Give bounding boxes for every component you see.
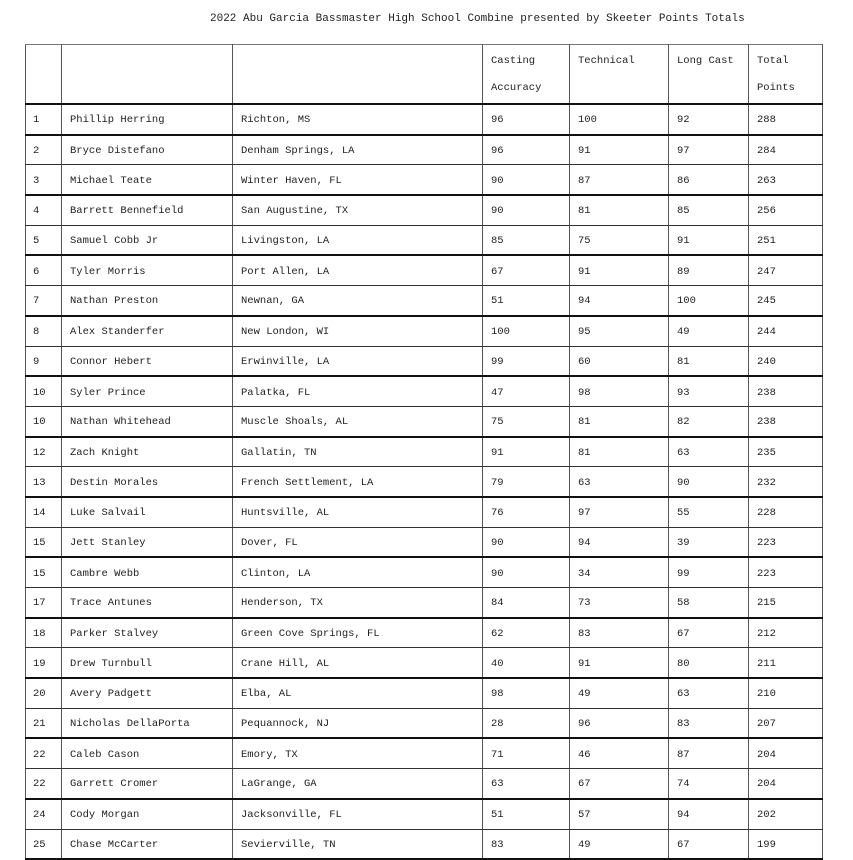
table-header-row bbox=[26, 45, 823, 105]
cell-total-points: 288 bbox=[749, 104, 823, 135]
cell-rank: 3 bbox=[26, 165, 62, 195]
cell-long-cast: 63 bbox=[669, 678, 749, 708]
cell-casting-accuracy: 47 bbox=[483, 376, 570, 406]
cell-technical: 81 bbox=[570, 406, 669, 436]
cell-total-points: 235 bbox=[749, 437, 823, 467]
cell-long-cast: 87 bbox=[669, 738, 749, 768]
cell-technical: 81 bbox=[570, 437, 669, 467]
cell-rank: 22 bbox=[26, 769, 62, 799]
cell-casting-accuracy: 75 bbox=[483, 406, 570, 436]
cell-hometown: Richton, MS bbox=[233, 104, 483, 135]
cell-long-cast: 80 bbox=[669, 648, 749, 678]
cell-technical: 60 bbox=[570, 346, 669, 376]
cell-total-points: 210 bbox=[749, 678, 823, 708]
cell-hometown: Jacksonville, FL bbox=[233, 799, 483, 829]
table-row bbox=[26, 135, 823, 165]
cell-rank: 14 bbox=[26, 497, 62, 527]
cell-total-points: 211 bbox=[749, 648, 823, 678]
cell-total-points: 212 bbox=[749, 618, 823, 648]
header-casting-accuracy-line1: Casting bbox=[491, 55, 536, 67]
table-row bbox=[26, 557, 823, 587]
cell-total-points: 245 bbox=[749, 286, 823, 316]
table-row bbox=[26, 467, 823, 497]
cell-name: Caleb Cason bbox=[62, 738, 233, 768]
cell-name: Drew Turnbull bbox=[62, 648, 233, 678]
cell-rank: 6 bbox=[26, 255, 62, 285]
cell-rank: 17 bbox=[26, 588, 62, 618]
cell-long-cast: 97 bbox=[669, 135, 749, 165]
header-name bbox=[62, 45, 233, 105]
cell-long-cast: 39 bbox=[669, 527, 749, 557]
cell-technical: 91 bbox=[570, 135, 669, 165]
cell-hometown: Huntsville, AL bbox=[233, 497, 483, 527]
header-long-cast: Long Cast bbox=[669, 45, 749, 105]
table-row bbox=[26, 104, 823, 135]
cell-total-points: 263 bbox=[749, 165, 823, 195]
cell-total-points: 215 bbox=[749, 588, 823, 618]
cell-total-points: 199 bbox=[749, 829, 823, 859]
cell-casting-accuracy: 28 bbox=[483, 708, 570, 738]
cell-name: Bryce Distefano bbox=[62, 135, 233, 165]
table-row bbox=[26, 497, 823, 527]
cell-total-points: 232 bbox=[749, 467, 823, 497]
cell-rank: 7 bbox=[26, 286, 62, 316]
table-row bbox=[26, 286, 823, 316]
results-table bbox=[25, 44, 823, 860]
cell-long-cast: 67 bbox=[669, 618, 749, 648]
cell-casting-accuracy: 96 bbox=[483, 104, 570, 135]
cell-casting-accuracy: 96 bbox=[483, 135, 570, 165]
cell-technical: 94 bbox=[570, 527, 669, 557]
cell-hometown: Sevierville, TN bbox=[233, 829, 483, 859]
cell-casting-accuracy: 90 bbox=[483, 557, 570, 587]
cell-casting-accuracy: 62 bbox=[483, 618, 570, 648]
cell-name: Chase McCarter bbox=[62, 829, 233, 859]
table-row bbox=[26, 376, 823, 406]
cell-casting-accuracy: 51 bbox=[483, 286, 570, 316]
cell-casting-accuracy: 90 bbox=[483, 165, 570, 195]
cell-rank: 15 bbox=[26, 527, 62, 557]
cell-hometown: Newnan, GA bbox=[233, 286, 483, 316]
cell-technical: 49 bbox=[570, 829, 669, 859]
cell-name: Nathan Preston bbox=[62, 286, 233, 316]
table-row bbox=[26, 618, 823, 648]
cell-rank: 15 bbox=[26, 557, 62, 587]
cell-long-cast: 93 bbox=[669, 376, 749, 406]
cell-rank: 21 bbox=[26, 708, 62, 738]
cell-total-points: 207 bbox=[749, 708, 823, 738]
cell-hometown: Crane Hill, AL bbox=[233, 648, 483, 678]
cell-name: Garrett Cromer bbox=[62, 769, 233, 799]
cell-long-cast: 83 bbox=[669, 708, 749, 738]
cell-hometown: French Settlement, LA bbox=[233, 467, 483, 497]
cell-hometown: Gallatin, TN bbox=[233, 437, 483, 467]
cell-long-cast: 67 bbox=[669, 829, 749, 859]
cell-technical: 81 bbox=[570, 195, 669, 225]
cell-hometown: Elba, AL bbox=[233, 678, 483, 708]
cell-hometown: Henderson, TX bbox=[233, 588, 483, 618]
cell-casting-accuracy: 51 bbox=[483, 799, 570, 829]
cell-name: Samuel Cobb Jr bbox=[62, 225, 233, 255]
cell-casting-accuracy: 76 bbox=[483, 497, 570, 527]
cell-total-points: 247 bbox=[749, 255, 823, 285]
cell-rank: 10 bbox=[26, 406, 62, 436]
cell-hometown: Erwinville, LA bbox=[233, 346, 483, 376]
cell-long-cast: 91 bbox=[669, 225, 749, 255]
cell-name: Cambre Webb bbox=[62, 557, 233, 587]
cell-technical: 96 bbox=[570, 708, 669, 738]
cell-technical: 75 bbox=[570, 225, 669, 255]
cell-long-cast: 90 bbox=[669, 467, 749, 497]
cell-name: Phillip Herring bbox=[62, 104, 233, 135]
cell-total-points: 202 bbox=[749, 799, 823, 829]
cell-technical: 91 bbox=[570, 648, 669, 678]
cell-technical: 98 bbox=[570, 376, 669, 406]
cell-total-points: 223 bbox=[749, 557, 823, 587]
cell-hometown: Denham Springs, LA bbox=[233, 135, 483, 165]
header-total-points-line2: Points bbox=[757, 82, 795, 94]
cell-total-points: 256 bbox=[749, 195, 823, 225]
cell-technical: 91 bbox=[570, 255, 669, 285]
cell-rank: 12 bbox=[26, 437, 62, 467]
table-row bbox=[26, 648, 823, 678]
cell-name: Tyler Morris bbox=[62, 255, 233, 285]
cell-casting-accuracy: 67 bbox=[483, 255, 570, 285]
cell-name: Michael Teate bbox=[62, 165, 233, 195]
table-row bbox=[26, 225, 823, 255]
cell-hometown: Green Cove Springs, FL bbox=[233, 618, 483, 648]
cell-hometown: Clinton, LA bbox=[233, 557, 483, 587]
cell-name: Connor Hebert bbox=[62, 346, 233, 376]
cell-technical: 46 bbox=[570, 738, 669, 768]
table-row bbox=[26, 437, 823, 467]
cell-hometown: Dover, FL bbox=[233, 527, 483, 557]
cell-casting-accuracy: 79 bbox=[483, 467, 570, 497]
cell-hometown: Muscle Shoals, AL bbox=[233, 406, 483, 436]
cell-long-cast: 63 bbox=[669, 437, 749, 467]
cell-casting-accuracy: 99 bbox=[483, 346, 570, 376]
cell-hometown: LaGrange, GA bbox=[233, 769, 483, 799]
header-casting-accuracy-line2: Accuracy bbox=[491, 82, 542, 94]
header-casting-accuracy bbox=[483, 45, 570, 105]
cell-technical: 100 bbox=[570, 104, 669, 135]
header-hometown bbox=[233, 45, 483, 105]
cell-name: Alex Standerfer bbox=[62, 316, 233, 346]
cell-technical: 67 bbox=[570, 769, 669, 799]
table-row bbox=[26, 195, 823, 225]
cell-rank: 2 bbox=[26, 135, 62, 165]
cell-casting-accuracy: 83 bbox=[483, 829, 570, 859]
cell-long-cast: 100 bbox=[669, 286, 749, 316]
cell-long-cast: 92 bbox=[669, 104, 749, 135]
cell-casting-accuracy: 91 bbox=[483, 437, 570, 467]
cell-rank: 13 bbox=[26, 467, 62, 497]
cell-name: Trace Antunes bbox=[62, 588, 233, 618]
cell-total-points: 204 bbox=[749, 738, 823, 768]
cell-name: Nicholas DellaPorta bbox=[62, 708, 233, 738]
cell-rank: 19 bbox=[26, 648, 62, 678]
cell-name: Avery Padgett bbox=[62, 678, 233, 708]
cell-rank: 25 bbox=[26, 829, 62, 859]
table-row bbox=[26, 769, 823, 799]
cell-name: Destin Morales bbox=[62, 467, 233, 497]
cell-casting-accuracy: 40 bbox=[483, 648, 570, 678]
cell-hometown: Livingston, LA bbox=[233, 225, 483, 255]
cell-technical: 63 bbox=[570, 467, 669, 497]
table-row bbox=[26, 829, 823, 859]
cell-name: Cody Morgan bbox=[62, 799, 233, 829]
cell-hometown: Emory, TX bbox=[233, 738, 483, 768]
cell-long-cast: 82 bbox=[669, 406, 749, 436]
cell-long-cast: 94 bbox=[669, 799, 749, 829]
cell-hometown: Winter Haven, FL bbox=[233, 165, 483, 195]
cell-casting-accuracy: 100 bbox=[483, 316, 570, 346]
cell-name: Barrett Bennefield bbox=[62, 195, 233, 225]
cell-long-cast: 74 bbox=[669, 769, 749, 799]
header-total-points bbox=[749, 45, 823, 105]
cell-casting-accuracy: 85 bbox=[483, 225, 570, 255]
cell-total-points: 204 bbox=[749, 769, 823, 799]
cell-technical: 87 bbox=[570, 165, 669, 195]
cell-casting-accuracy: 90 bbox=[483, 527, 570, 557]
cell-rank: 10 bbox=[26, 376, 62, 406]
header-rank bbox=[26, 45, 62, 105]
cell-long-cast: 58 bbox=[669, 588, 749, 618]
cell-hometown: San Augustine, TX bbox=[233, 195, 483, 225]
cell-name: Zach Knight bbox=[62, 437, 233, 467]
cell-technical: 95 bbox=[570, 316, 669, 346]
cell-name: Jett Stanley bbox=[62, 527, 233, 557]
cell-rank: 24 bbox=[26, 799, 62, 829]
cell-total-points: 284 bbox=[749, 135, 823, 165]
cell-technical: 73 bbox=[570, 588, 669, 618]
cell-casting-accuracy: 98 bbox=[483, 678, 570, 708]
table-row bbox=[26, 799, 823, 829]
table-row bbox=[26, 527, 823, 557]
cell-long-cast: 99 bbox=[669, 557, 749, 587]
cell-rank: 4 bbox=[26, 195, 62, 225]
cell-long-cast: 85 bbox=[669, 195, 749, 225]
cell-technical: 94 bbox=[570, 286, 669, 316]
cell-rank: 5 bbox=[26, 225, 62, 255]
cell-rank: 9 bbox=[26, 346, 62, 376]
header-technical: Technical bbox=[570, 45, 669, 105]
cell-technical: 49 bbox=[570, 678, 669, 708]
cell-long-cast: 86 bbox=[669, 165, 749, 195]
table-row bbox=[26, 678, 823, 708]
cell-name: Luke Salvail bbox=[62, 497, 233, 527]
cell-rank: 22 bbox=[26, 738, 62, 768]
cell-casting-accuracy: 84 bbox=[483, 588, 570, 618]
table-row bbox=[26, 588, 823, 618]
cell-total-points: 240 bbox=[749, 346, 823, 376]
cell-rank: 1 bbox=[26, 104, 62, 135]
table-body bbox=[26, 104, 823, 859]
cell-casting-accuracy: 63 bbox=[483, 769, 570, 799]
table-row bbox=[26, 165, 823, 195]
cell-name: Parker Stalvey bbox=[62, 618, 233, 648]
cell-technical: 57 bbox=[570, 799, 669, 829]
header-total-points-line1: Total bbox=[757, 55, 789, 67]
table-row bbox=[26, 738, 823, 768]
cell-total-points: 223 bbox=[749, 527, 823, 557]
cell-long-cast: 49 bbox=[669, 316, 749, 346]
cell-name: Nathan Whitehead bbox=[62, 406, 233, 436]
table-row bbox=[26, 406, 823, 436]
cell-name: Syler Prince bbox=[62, 376, 233, 406]
cell-long-cast: 89 bbox=[669, 255, 749, 285]
cell-rank: 20 bbox=[26, 678, 62, 708]
cell-total-points: 244 bbox=[749, 316, 823, 346]
page-title: 2022 Abu Garcia Bassmaster High School Combine presented by Skeeter Points Totals bbox=[210, 13, 745, 25]
cell-total-points: 228 bbox=[749, 497, 823, 527]
cell-rank: 8 bbox=[26, 316, 62, 346]
table-row bbox=[26, 708, 823, 738]
cell-total-points: 251 bbox=[749, 225, 823, 255]
cell-hometown: Pequannock, NJ bbox=[233, 708, 483, 738]
table-row bbox=[26, 346, 823, 376]
cell-technical: 83 bbox=[570, 618, 669, 648]
cell-technical: 34 bbox=[570, 557, 669, 587]
cell-rank: 18 bbox=[26, 618, 62, 648]
cell-long-cast: 55 bbox=[669, 497, 749, 527]
cell-casting-accuracy: 90 bbox=[483, 195, 570, 225]
cell-hometown: New London, WI bbox=[233, 316, 483, 346]
table-row bbox=[26, 255, 823, 285]
cell-total-points: 238 bbox=[749, 376, 823, 406]
cell-technical: 97 bbox=[570, 497, 669, 527]
cell-long-cast: 81 bbox=[669, 346, 749, 376]
cell-hometown: Port Allen, LA bbox=[233, 255, 483, 285]
cell-casting-accuracy: 71 bbox=[483, 738, 570, 768]
table-row bbox=[26, 316, 823, 346]
cell-total-points: 238 bbox=[749, 406, 823, 436]
cell-hometown: Palatka, FL bbox=[233, 376, 483, 406]
